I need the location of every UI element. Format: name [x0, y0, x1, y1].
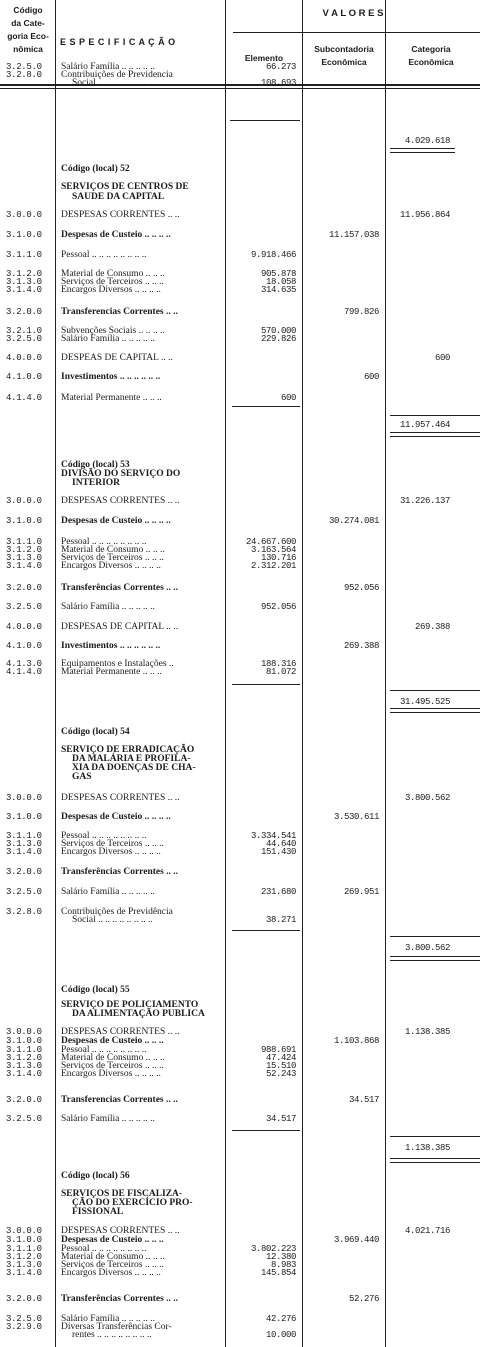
row-code: 3.0.0.0	[6, 496, 42, 506]
row-code: 3.0.0.0	[6, 1027, 42, 1037]
row-description: Código (local) 55	[61, 985, 130, 995]
row-code: 3.1.1.0	[6, 537, 42, 547]
row-code: 3.1.0.0	[6, 230, 42, 240]
section-title: SERVIÇO DE POLICIAMENTO	[61, 1000, 199, 1010]
header-valores-rule	[233, 32, 480, 33]
elemento-value: 38.271	[265, 915, 296, 925]
row-code: 3.1.2.0	[6, 1053, 42, 1063]
header-sub-line: Econômica	[321, 57, 367, 67]
elemento-value: 24.667.600	[245, 537, 296, 547]
row-code: 3.0.0.0	[6, 210, 42, 220]
row-description: DESPESAS CORRENTES .. ..	[61, 496, 180, 506]
row-code: 3.2.5.0	[6, 1114, 42, 1124]
row-code: 3.2.0.0	[6, 867, 42, 877]
row-description: Equipamentos e Instalações ..	[61, 659, 174, 669]
section-title: DA ALIMENTAÇÃO PUBLICA	[72, 1009, 205, 1019]
header-code-line: nômica	[13, 44, 43, 54]
row-description: Encargos Diversos .. .. .. ..	[61, 1268, 161, 1278]
elemento-value: 570.000	[260, 326, 296, 336]
row-description: Transferências Correntes .. ..	[61, 867, 179, 877]
row-code: 3.2.5.0	[6, 334, 42, 344]
elemento-value: 34.517	[265, 1114, 296, 1124]
row-description: Transferencias Correntes .. ..	[61, 1095, 178, 1105]
header-elemento: Elemento	[244, 53, 284, 63]
row-description: Serviços de Terceiros .. .. ..	[61, 553, 164, 563]
row-code: 3.1.2.0	[6, 1252, 42, 1262]
row-code: 3.2.0.0	[6, 1095, 42, 1105]
row-description: Salário Família .. .. .. .. ..	[61, 334, 155, 344]
row-description: Material Permanente .. .. ..	[61, 393, 162, 403]
row-description: Material de Consumo .. .. ..	[61, 545, 165, 555]
row-description: Código (local) 56	[61, 1171, 130, 1181]
elemento-value: 314.635	[260, 285, 296, 295]
subcontadoria-value: 3.969.440	[333, 1235, 379, 1245]
elemento-value: 229.826	[260, 334, 296, 344]
row-description: Material de Consumo .. .. ..	[61, 1252, 165, 1262]
row-code: 3.2.5.0	[6, 602, 42, 612]
row-description: Despesas de Custeio .. .. ..	[61, 1235, 164, 1245]
elemento-value: 52.243	[265, 1069, 296, 1079]
row-description: Investimentos .. .. .. .. .. ..	[61, 641, 161, 651]
row-code: 3.2.5.0	[6, 887, 42, 897]
col-divider-elemento	[302, 0, 303, 1347]
row-code: 4.1.0.0	[6, 641, 42, 651]
row-code: 4.0.0.0	[6, 353, 42, 363]
row-code: 3.1.1.0	[6, 1244, 42, 1254]
row-description: Encargos Diversos .. .. .. ..	[61, 1069, 161, 1079]
row-description: Salário Família .. .. .. .. ..	[61, 887, 155, 897]
row-description: Diversas Transferências Cor-	[61, 1322, 172, 1332]
row-code: 3.0.0.0	[6, 793, 42, 803]
row-description: Contribuições de Previdência	[61, 907, 173, 917]
elemento-value: 66.273	[265, 62, 296, 72]
categoria-value: 31.226.137	[399, 496, 450, 506]
row-description: Material de Consumo .. .. ..	[61, 269, 165, 279]
row-code: 3.1.0.0	[6, 1036, 42, 1046]
row-code: 3.1.3.0	[6, 553, 42, 563]
row-code: 4.1.4.0	[6, 667, 42, 677]
row-code: 3.1.1.0	[6, 250, 42, 260]
row-description: Material Permanente .. .. ..	[61, 667, 162, 677]
row-description: Salário Família .. .. .. .. ..	[61, 1314, 155, 1324]
elemento-value: 188.316	[260, 659, 296, 669]
col-divider-sub	[385, 0, 386, 1347]
row-description: Salário Família .. .. .. .. ..	[61, 1114, 155, 1124]
row-code: 3.1.3.0	[6, 839, 42, 849]
elemento-value: 15.510	[265, 1061, 296, 1071]
elemento-value: 47.424	[265, 1053, 296, 1063]
elemento-value: 18.058	[265, 277, 296, 287]
row-code: 3.0.0.0	[6, 1226, 42, 1236]
elemento-value: 8.983	[270, 1260, 296, 1270]
row-code: 3.1.2.0	[6, 269, 42, 279]
header-subcontadoria	[303, 43, 385, 69]
row-description: DESPEAS DE CAPITAL .. ..	[61, 353, 173, 363]
elemento-value: 952.056	[260, 602, 296, 612]
elemento-value: 3.802.223	[250, 1244, 296, 1254]
categoria-value: 4.029.618	[404, 136, 450, 146]
categoria-value: 11.957.464	[399, 420, 450, 430]
elemento-value: 3.163.564	[250, 545, 296, 555]
categoria-value: 1.138.385	[404, 1027, 450, 1037]
elemento-value: 2.312.201	[250, 561, 296, 571]
row-code: 4.1.4.0	[6, 393, 42, 403]
row-description: Social .. .. .. .. .. .. .. ..	[72, 78, 153, 88]
row-code: 3.1.4.0	[6, 285, 42, 295]
row-code: 3.1.3.0	[6, 1061, 42, 1071]
row-code: 3.1.2.0	[6, 545, 42, 555]
row-description: Despesas de Custeio .. .. .. ..	[61, 812, 171, 822]
categoria-value: 3.800.562	[404, 793, 450, 803]
subcontadoria-value: 3.530.611	[333, 812, 379, 822]
section-title: FISSIONAL	[72, 1207, 124, 1217]
subcontadoria-value: 952.056	[343, 583, 379, 593]
elemento-value: 988.691	[260, 1045, 296, 1055]
section-title: INTERIOR	[72, 478, 121, 488]
section-title: GAS	[72, 772, 92, 782]
row-description: Despesas de Custeio .. .. .. ..	[61, 516, 171, 526]
row-description: Código (local) 54	[61, 727, 130, 737]
elemento-value: 12.380	[265, 1252, 296, 1262]
row-description: Salário Família .. .. .. .. ..	[61, 602, 155, 612]
row-description: DESPESAS CORRENTES .. ..	[61, 793, 180, 803]
elemento-value: 145.854	[260, 1268, 296, 1278]
subcontadoria-value: 52.276	[348, 1294, 379, 1304]
row-description: Pessoal .. .. .. .. .. .. .. ..	[61, 1244, 147, 1254]
col-divider-spec	[225, 0, 226, 1347]
row-description: Salário Família .. .. .. .. ..	[61, 62, 155, 72]
row-code: 4.1.0.0	[6, 372, 42, 382]
row-code: 3.1.0.0	[6, 516, 42, 526]
header-code-line: da Cate-	[11, 18, 45, 28]
header-categoria	[386, 43, 476, 69]
subcontadoria-value: 11.157.038	[328, 230, 379, 240]
section-title: SERVIÇOS DE CENTROS DE	[61, 182, 189, 192]
elemento-value: 42.276	[265, 1314, 296, 1324]
elemento-value: 600	[280, 393, 296, 403]
row-description: Investimentos .. .. .. .. .. ..	[61, 372, 161, 382]
row-code: 3.1.0.0	[6, 812, 42, 822]
elemento-value: 108.693	[260, 78, 296, 88]
row-code: 3.2.5.0	[6, 1314, 42, 1324]
header-cat-line: Categoria	[411, 44, 451, 54]
col-divider-code	[55, 0, 56, 1347]
row-description: DESPESAS CORRENTES .. ..	[61, 210, 180, 220]
elemento-value: 905.878	[260, 269, 296, 279]
row-description: Serviços de Terceiros .. .. ..	[61, 1061, 164, 1071]
subcontadoria-value: 269.951	[343, 887, 379, 897]
row-description: Pessoal .. .. .. .. .. .. .. ..	[61, 831, 147, 841]
row-description: Código (local) 52	[61, 164, 130, 174]
categoria-value: 1.138.385	[404, 1143, 450, 1153]
row-description: Despesas de Custeio .. .. ..	[61, 1036, 164, 1046]
row-code: 3.1.4.0	[6, 1268, 42, 1278]
row-description: Serviços de Terceiros .. .. ..	[61, 277, 164, 287]
elemento-value: 9.918.466	[250, 250, 296, 260]
row-description: Material de Consumo .. .. ..	[61, 1053, 165, 1063]
row-code: 3.2.9.0	[6, 1322, 42, 1332]
row-code: 3.1.0.0	[6, 1235, 42, 1245]
row-code: 3.2.8.0	[6, 907, 42, 917]
row-code: 3.2.0.0	[6, 1294, 42, 1304]
header-code-line: goria Eco-	[7, 31, 49, 41]
row-code: 4.0.0.0	[6, 622, 42, 632]
row-code: 3.2.0.0	[6, 583, 42, 593]
subcontadoria-value: 34.517	[348, 1095, 379, 1105]
header-cat-line: Econômica	[408, 57, 454, 67]
categoria-value: 600	[434, 353, 450, 363]
row-description: Despesas de Custeio .. .. .. ..	[61, 230, 171, 240]
row-code: 4.1.3.0	[6, 659, 42, 669]
row-description: Transferências Correntes .. ..	[61, 1294, 179, 1304]
elemento-value: 130.716	[260, 553, 296, 563]
row-description: Pessoal .. .. .. .. .. .. .. ..	[61, 250, 147, 260]
section-title: ÇÃO DO EXERCÍCIO PRO-	[72, 1198, 193, 1208]
row-description: DESPESAS DE CAPITAL .. ..	[61, 622, 179, 632]
elemento-value: 3.334.541	[250, 831, 296, 841]
row-code: 3.1.4.0	[6, 561, 42, 571]
categoria-value: 11.956.864	[399, 210, 450, 220]
categoria-value: 269.388	[414, 622, 450, 632]
row-description: Código (local) 53	[61, 460, 130, 470]
row-code: 3.2.0.0	[6, 307, 42, 317]
row-code: 3.2.1.0	[6, 326, 42, 336]
row-description: Contribuições de Previdencia	[61, 70, 173, 80]
row-code: 3.2.5.0	[6, 62, 42, 72]
header-bottom-rule-2	[0, 88, 480, 89]
row-description: Serviços de Terceiros .. .. ..	[61, 1260, 164, 1270]
row-description: Serviços de Terceiros .. .. ..	[61, 839, 164, 849]
categoria-value: 3.800.562	[404, 943, 450, 953]
elemento-value: 151.430	[260, 847, 296, 857]
header-code-line: Código	[13, 5, 43, 15]
elemento-value: 44.640	[265, 839, 296, 849]
row-code: 3.1.3.0	[6, 1260, 42, 1270]
row-description: Encargos Diversos .. .. .. ..	[61, 285, 161, 295]
row-description: Transferências Correntes .. ..	[61, 583, 179, 593]
header-code-cell	[2, 4, 54, 56]
section-title: SAUDE DA CAPITAL	[72, 192, 165, 202]
row-description: Encargos Diversos .. .. .. ..	[61, 561, 161, 571]
row-description: Pessoal .. .. .. .. .. .. .. ..	[61, 1045, 147, 1055]
row-code: 3.1.1.0	[6, 1045, 42, 1055]
elemento-value: 10.000	[265, 1330, 296, 1340]
subcontadoria-value: 269.388	[343, 641, 379, 651]
row-description: Pessoal .. .. .. .. .. .. .. ..	[61, 537, 147, 547]
row-code: 3.1.4.0	[6, 847, 42, 857]
row-description: Social .. .. .. .. .. .. .. ..	[72, 915, 153, 925]
elemento-value: 81.072	[265, 667, 296, 677]
subcontadoria-value: 600	[363, 372, 379, 382]
row-description: Transferencias Correntes .. ..	[61, 307, 178, 317]
row-description: rentes .. .. .. .. .. .. .. ..	[72, 1330, 152, 1340]
row-code: 3.1.3.0	[6, 277, 42, 287]
section-title: SERVIÇO DE ERRADICAÇÃO	[61, 745, 195, 755]
row-description: Subvenções Sociais .. .. .. ..	[61, 326, 165, 336]
row-description: DESPESAS CORRENTES .. ..	[61, 1226, 180, 1236]
subcontadoria-value: 1.103.868	[333, 1036, 379, 1046]
header-especificacao: E S P E C I F I C A Ç Ã O	[60, 37, 176, 47]
row-description: DESPESAS CORRENTES .. ..	[61, 1027, 180, 1037]
subcontadoria-value: 30.274.081	[328, 516, 379, 526]
elemento-value: 231.680	[260, 887, 296, 897]
row-code: 3.1.4.0	[6, 1069, 42, 1079]
categoria-value: 31.495.525	[399, 697, 450, 707]
section-title: DIVISÃO DO SERVIÇO DO	[61, 469, 181, 479]
section-title: SERVIÇOS DE FISCALIZA-	[61, 1189, 183, 1199]
header-sub-line: Subcontadoria	[314, 44, 374, 54]
row-description: Encargos Diversos .. .. .. ..	[61, 847, 161, 857]
header-valores: V A L O R E S	[322, 8, 384, 19]
subcontadoria-value: 799.826	[343, 307, 379, 317]
section-title: DA MALÁRIA E PROFILA-	[72, 754, 191, 764]
row-code: 3.1.1.0	[6, 831, 42, 841]
section-title: XIA DA DOENÇAS DE CHA-	[72, 763, 196, 773]
row-code: 3.2.8.0	[6, 70, 42, 80]
categoria-value: 4.021.716	[404, 1226, 450, 1236]
